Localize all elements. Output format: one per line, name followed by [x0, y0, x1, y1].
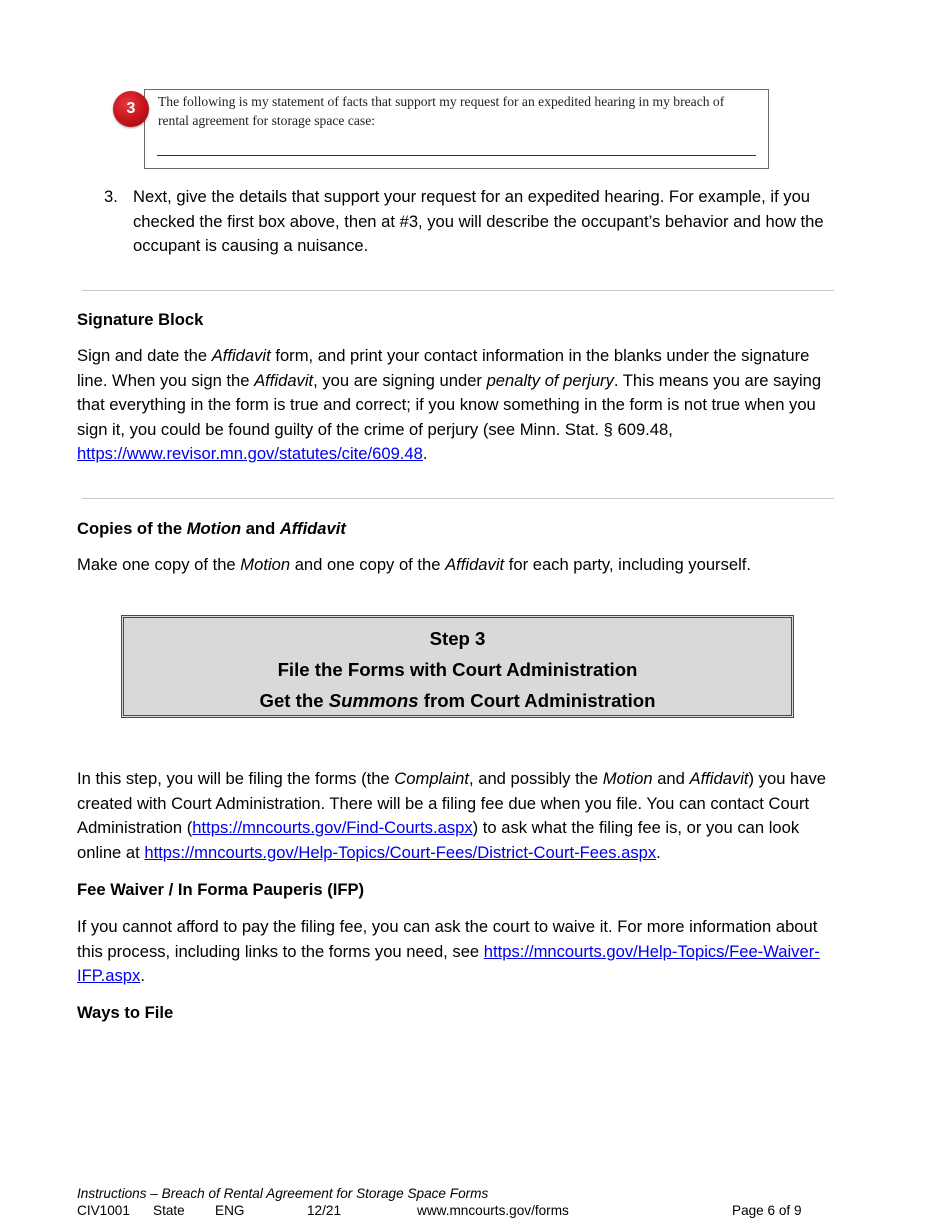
- copies-heading: [77, 517, 346, 542]
- text-run: Copies of the: [77, 519, 187, 538]
- text-run: . This means you are saying that everything in the form is true and correct; if you know something in the form is not true when you sign it, you could be found guilty of the crime of perjury (see Minn. Stat. § 609.48,: [77, 370, 822, 439]
- section-divider: [82, 290, 834, 291]
- item-text: Next, give the details that support your request for an expedited hearing. For example, if you checked the first box above, then at #3, you will describe the occupant’s behavior and how the occupant is causing a nuisance.: [133, 187, 824, 256]
- signature-block-heading: Signature Block: [77, 310, 204, 329]
- text-run: .: [140, 966, 145, 986]
- text-run: In this step, you will be filing the forms (the: [77, 769, 395, 788]
- text-run: Affidavit: [689, 769, 749, 788]
- text-run: Sign and date the: [77, 346, 212, 365]
- copies-paragraph: [77, 553, 837, 578]
- text-run: and: [241, 519, 280, 538]
- section-divider: [82, 498, 834, 499]
- footer-title: Instructions – Breach of Rental Agreement for Storage Space Forms: [77, 1186, 489, 1201]
- item-number: 3.: [104, 187, 118, 206]
- text-run: ) to ask what the filing fee is, or you can look online at: [77, 818, 800, 862]
- signature-block-paragraph: [77, 344, 837, 467]
- text-run: Motion: [240, 555, 291, 574]
- text-run: .: [656, 842, 661, 862]
- text-run: Affidavit: [211, 346, 271, 365]
- text-run: .: [422, 444, 428, 464]
- text-run: from Court Administration: [418, 690, 656, 711]
- numbered-item: [104, 185, 834, 259]
- step-box-subtitle-2: [124, 685, 791, 716]
- footer-date: 12/21: [307, 1203, 342, 1218]
- text-run: Affidavit: [445, 555, 505, 574]
- step-box-title: Step 3: [429, 628, 486, 649]
- text-run: Affidavit: [254, 370, 314, 390]
- text-run: Make one copy of the: [77, 555, 241, 574]
- text-run: , you are signing under: [313, 370, 487, 390]
- ways-to-file-heading: Ways to File: [77, 1003, 174, 1022]
- footer-state: State: [153, 1203, 185, 1218]
- footer-language: ENG: [215, 1203, 245, 1218]
- text-run: penalty of perjury: [486, 370, 614, 390]
- fee-waiver-paragraph: [77, 915, 837, 989]
- text-run: Get the: [259, 690, 329, 711]
- step-3-banner: [121, 615, 794, 718]
- revisor-statute-link[interactable]: https://www.revisor.mn.gov/statutes/cite/609.48: [77, 444, 423, 464]
- filing-paragraph: [77, 767, 837, 865]
- text-run: Motion: [186, 519, 242, 538]
- fee-waiver-heading: Fee Waiver / In Forma Pauperis (IFP): [77, 880, 365, 899]
- text-run: form, and print your contact information in the blanks under the signature line. When you sign the: [77, 346, 810, 390]
- text-run: Affidavit: [279, 519, 346, 538]
- text-run: Motion: [602, 769, 653, 788]
- text-run: for each party, including yourself.: [504, 555, 752, 574]
- page-footer: [77, 1185, 817, 1219]
- footer-page-number: Page 6 of 9: [732, 1203, 802, 1218]
- text-run: Complaint: [394, 769, 469, 788]
- text-run: and: [652, 769, 690, 788]
- text-run: If you cannot afford to pay the filing fee, you can ask the court to waive it. For more information about this process, including links to the forms you need, see: [77, 917, 818, 961]
- text-run: Summons: [328, 690, 419, 711]
- court-fees-link[interactable]: https://mncourts.gov/Help-Topics/Court-Fees/District-Court-Fees.aspx: [144, 842, 657, 862]
- step-box-subtitle: File the Forms with Court Administration: [277, 659, 638, 680]
- form-excerpt-box: [144, 89, 769, 169]
- text-run: and one copy of the: [290, 555, 446, 574]
- form-excerpt-blank-line: [157, 155, 756, 156]
- fee-waiver-link[interactable]: https://mncourts.gov/Help-Topics/Fee-Waiver-IFP.aspx: [77, 941, 820, 986]
- footer-meta-row: [77, 1202, 817, 1219]
- step-number-badge: 3: [113, 91, 149, 127]
- find-courts-link[interactable]: https://mncourts.gov/Find-Courts.aspx: [192, 818, 473, 838]
- footer-url: www.mncourts.gov/forms: [417, 1203, 569, 1218]
- form-excerpt-text: The following is my statement of facts that support my request for an expedited hearing in my breach of rental agreement for storage space case:: [158, 94, 725, 128]
- text-run: ) you have created with Court Administration. There will be a filing fee due when you file. You can contact Court Administration (: [77, 769, 827, 838]
- text-run: , and possibly the: [469, 769, 603, 788]
- footer-form-code: CIV1001: [77, 1203, 130, 1218]
